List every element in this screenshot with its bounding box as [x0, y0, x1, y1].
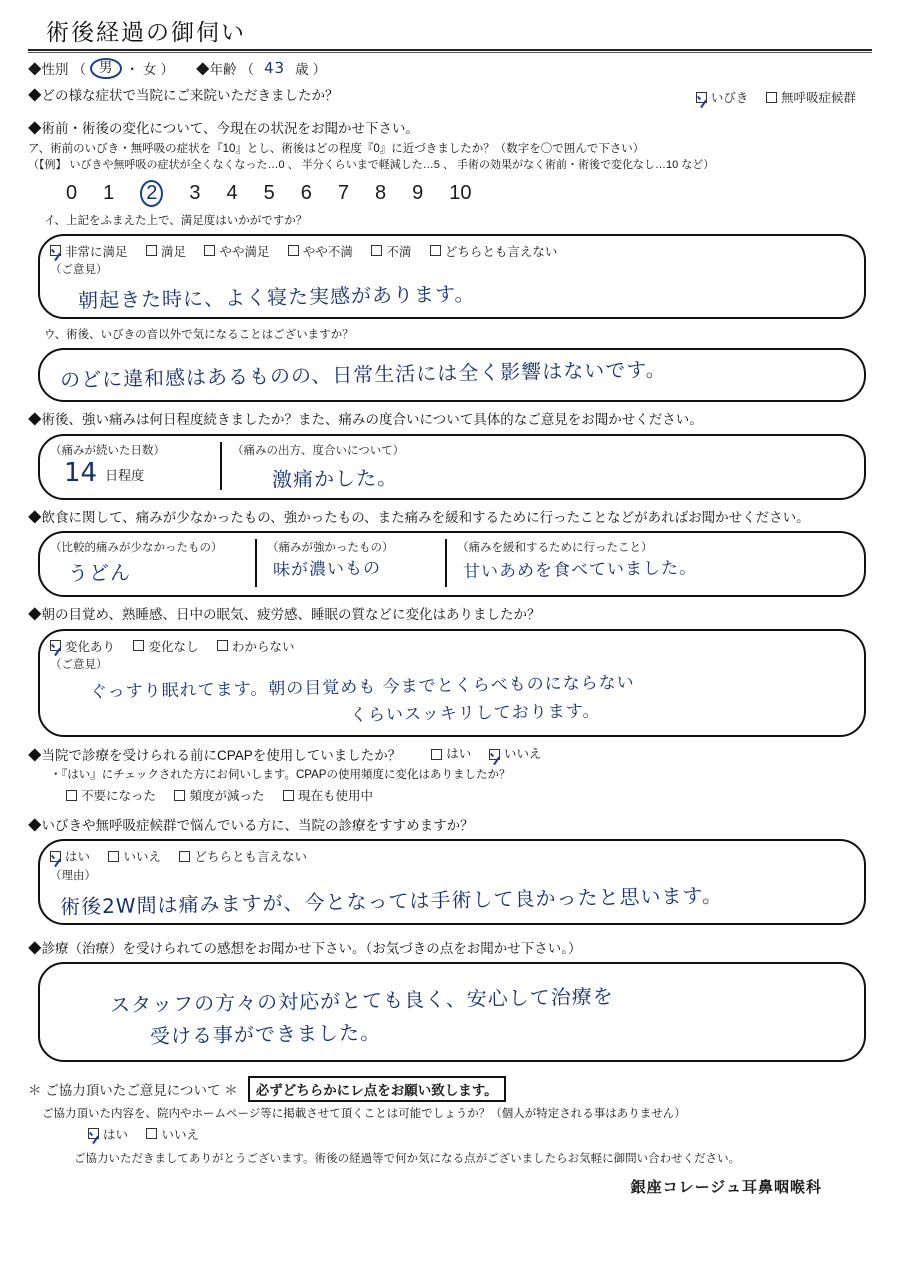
pain-question: ◆術後、強い痛みは何日程度続きましたか？また、痛みの度合いについて具体的なご意見をお聞かせください。: [28, 412, 703, 428]
sleep-comment-line1[interactable]: ぐっすり眠れてます。朝の目覚めも 今までとくらべものにならない: [89, 673, 635, 703]
food-col-3-value[interactable]: 甘いあめを食べていました。: [462, 558, 698, 583]
consent-text: ご協力頂いた内容を、院内やホームページ等に掲載させて頂くことは可能でしょうか？（個人が特定される事はありません）: [42, 1108, 686, 1121]
food-col-2-label: （痛みが強かったもの）: [267, 542, 394, 555]
checkbox-icon[interactable]: [283, 790, 294, 801]
cpap-option-yes[interactable]: [431, 745, 471, 763]
checkbox-icon[interactable]: [146, 245, 157, 256]
cpap-sub-options: [66, 786, 872, 806]
sleep-option-0-label: 変化あり: [65, 639, 116, 654]
scale-8[interactable]: 8: [375, 182, 387, 205]
scale-1[interactable]: 1: [103, 182, 115, 205]
gender-option-female[interactable]: 女: [143, 62, 157, 78]
food-col-1-label: （比較的痛みが少なかったもの）: [50, 542, 223, 555]
pain-degree-label: （痛みの出方、度合いについて）: [232, 444, 405, 457]
consent-heading-row: [28, 1076, 872, 1102]
satisfaction-option-4[interactable]: [371, 242, 411, 260]
satisfaction-comment-value[interactable]: 朝起きた時に、よく寝た実感があります。: [77, 281, 476, 313]
scale-4[interactable]: 4: [226, 182, 238, 205]
satisfaction-comment-label: （ご意見）: [50, 264, 108, 277]
cpap-options: [431, 745, 555, 765]
satisfaction-option-5[interactable]: [430, 242, 558, 260]
visit-option-apnea[interactable]: [766, 88, 856, 106]
cpap-sub-option-0[interactable]: [66, 786, 156, 804]
checkbox-checked-icon[interactable]: [50, 851, 61, 862]
recommend-option-0-label: はい: [65, 850, 91, 865]
checkbox-icon[interactable]: [66, 790, 77, 801]
satisfaction-option-3[interactable]: [288, 242, 353, 260]
consent-option-yes-label: はい: [103, 1127, 129, 1142]
food-col-1-value[interactable]: うどん: [67, 560, 132, 586]
pain-answer-box: [38, 434, 866, 500]
visit-question: ◆どの様な症状で当院にご来院いただきましたか？: [28, 87, 339, 103]
food-answer-box: [38, 531, 866, 597]
age-unit: 歳: [295, 62, 309, 78]
food-col-2: [255, 539, 445, 587]
impression-line-2[interactable]: 受ける事ができました。: [149, 1020, 382, 1049]
sleep-option-0[interactable]: [50, 637, 115, 655]
satisfaction-option-5-label: どちらとも言えない: [444, 244, 558, 259]
food-col-3-label: （痛みを緩和するために行ったこと）: [457, 542, 653, 555]
scale-3[interactable]: 3: [189, 182, 201, 205]
food-col-1: [50, 539, 255, 587]
satisfaction-option-1-label: 満足: [160, 244, 186, 259]
paren-close-2: ）: [312, 62, 327, 78]
gender-separator: ・: [125, 62, 139, 78]
sleep-answer-box: [38, 629, 866, 738]
checkbox-icon[interactable]: [288, 245, 299, 256]
sleep-options: [50, 637, 854, 657]
checkbox-icon[interactable]: [430, 245, 441, 256]
recommend-option-1[interactable]: [108, 847, 161, 865]
sleep-option-2-label: わからない: [231, 639, 295, 654]
checkbox-icon[interactable]: [217, 640, 228, 651]
cpap-row: [28, 745, 872, 765]
pain-days-row: [50, 458, 214, 488]
checkbox-checked-icon[interactable]: [88, 1128, 99, 1139]
checkbox-icon[interactable]: [431, 749, 442, 760]
scale-7[interactable]: 7: [337, 182, 349, 205]
consent-option-no[interactable]: [146, 1125, 199, 1143]
paren-open-2: （: [240, 62, 254, 78]
checkbox-checked-icon[interactable]: [50, 640, 61, 651]
visit-option-apnea-label: 無呼吸症候群: [780, 91, 856, 105]
consent-option-yes[interactable]: [88, 1125, 128, 1143]
age-value[interactable]: 43: [263, 58, 286, 78]
satisfaction-option-0[interactable]: [50, 242, 128, 260]
recommend-question: ◆いびきや無呼吸症候群で悩んでいる方に、当院の診療をすすめますか？: [28, 817, 474, 833]
consent-heading-b: 必ずどちらかにレ点をお願い致します。: [248, 1076, 506, 1102]
scale-2-selected[interactable]: 2: [140, 180, 163, 207]
recommend-reason-label: （理由）: [50, 869, 96, 882]
satisfaction-option-1[interactable]: [146, 242, 186, 260]
cpap-sub-option-1[interactable]: [174, 786, 264, 804]
other-answer-box: [38, 348, 866, 402]
profile-row: [28, 57, 872, 80]
sleep-comment-label: （ご意見）: [50, 659, 108, 672]
food-split: [50, 539, 854, 587]
impression-question: ◆診療（治療）を受けられての感想をお聞かせ下さい。（お気づきの点をお聞かせ下さい。）: [28, 940, 582, 956]
cpap-sub-option-2[interactable]: [283, 786, 373, 804]
checkbox-checked-icon[interactable]: [50, 245, 61, 256]
recommend-option-0[interactable]: [50, 847, 90, 865]
clinic-name: 銀座コレージュ耳鼻咽喉科: [630, 1179, 822, 1197]
food-question: ◆飲食に関して、痛みが少なかったもの、強かったもの、また痛みを緩和するために行ったことなどがあればお聞かせください。: [28, 509, 810, 525]
food-col-2-value[interactable]: 味が濃いもの: [272, 558, 382, 581]
recommend-option-2[interactable]: [179, 847, 307, 865]
change-sub-a: ア、術前のいびき・無呼吸の症状を『10』とし、術後はどの程度『0』に近づきましたか？（数字を〇で囲んで下さい）: [28, 142, 645, 155]
gender-label: ◆性別: [28, 62, 69, 78]
cpap-sub-option-2-label: 現在も使用中: [297, 789, 373, 804]
checkbox-icon[interactable]: [179, 851, 190, 862]
sleep-comment-line2[interactable]: くらいスッキリしております。: [349, 701, 601, 726]
change-example: （【例】 いびきや無呼吸の症状が全くなくなった…0 、 半分くらいまで軽減した…5 、 手術の効果がなく術前・術後で変化なし…10 など）: [28, 159, 715, 172]
satisfaction-options: [50, 242, 854, 262]
cpap-option-no-label: いいえ: [504, 747, 542, 762]
cpap-option-no[interactable]: [489, 745, 542, 763]
recommend-option-1-label: いいえ: [123, 850, 161, 865]
checkbox-icon[interactable]: [146, 1128, 157, 1139]
pain-degree-col: [220, 442, 854, 490]
sleep-option-2[interactable]: [217, 637, 295, 655]
satisfaction-option-2-label: やや満足: [219, 244, 270, 259]
satisfaction-answer-box: [38, 234, 866, 320]
checkbox-icon[interactable]: [108, 851, 119, 862]
scale-9[interactable]: 9: [412, 182, 424, 205]
checkbox-checked-icon[interactable]: [696, 92, 707, 103]
impression-answer-box: [38, 962, 866, 1062]
food-col-3: [445, 539, 854, 587]
satisfaction-option-4-label: 不満: [386, 244, 412, 259]
recommend-answer-box: [38, 839, 866, 925]
age-label: ◆年齢: [196, 62, 237, 78]
severity-scale[interactable]: [66, 180, 872, 207]
sleep-option-1[interactable]: [133, 637, 198, 655]
checkbox-icon[interactable]: [371, 245, 382, 256]
cpap-sub-option-1-label: 頻度が減った: [189, 789, 265, 804]
scale-6[interactable]: 6: [300, 182, 312, 205]
consent-heading-a: ＊ ご協力頂いたご意見について ＊: [28, 1083, 238, 1099]
cpap-question: ◆当院で診療を受けられる前にCPAPを使用していましたか？: [28, 747, 402, 763]
recommend-option-2-label: どちらとも言えない: [194, 850, 307, 865]
consent-option-no-label: いいえ: [161, 1127, 199, 1142]
sleep-option-1-label: 変化なし: [148, 639, 199, 654]
impression-line-1[interactable]: スタッフの方々の対応がとても良く、安心して治療を: [109, 984, 614, 1018]
scale-5[interactable]: 5: [263, 182, 275, 205]
thanks-text: ご協力いただきましてありがとうございます。術後の経過等で何か気になる点がございましたらお気軽に御問い合わせください。: [74, 1153, 741, 1166]
recommend-options: [50, 847, 854, 867]
satisfaction-question: イ、上記をふまえた上で、満足度はいかがですか？: [44, 215, 308, 228]
satisfaction-option-2[interactable]: [204, 242, 269, 260]
checkbox-icon[interactable]: [204, 245, 215, 256]
pain-days-value[interactable]: 14: [64, 457, 98, 488]
cpap-subnote: ・『はい』にチェックされた方にお伺いします。CPAPの使用頻度に変化はありましたか？: [50, 769, 511, 782]
scale-0[interactable]: 0: [66, 182, 78, 205]
recommend-reason-value[interactable]: 術後2W間は痛みますが、今となっては手術して良かったと思います。: [59, 882, 724, 919]
other-question: ウ、術後、いびきの音以外で気になることはございますか？: [44, 329, 354, 342]
cpap-option-yes-label: はい: [446, 747, 472, 762]
pain-days-col: [50, 442, 220, 490]
pain-split: [50, 442, 854, 490]
consent-options: [88, 1125, 872, 1145]
pain-degree-value[interactable]: 激痛かした。: [271, 465, 399, 492]
other-answer-value[interactable]: のどに違和感はあるものの、日常生活には全く影響はないです。: [59, 357, 667, 392]
title-divider: [28, 49, 872, 51]
visit-options: [696, 88, 870, 106]
visit-option-snore-label: いびき: [710, 91, 749, 105]
checkbox-icon[interactable]: [174, 790, 185, 801]
scale-10[interactable]: 10: [449, 182, 472, 205]
sleep-question: ◆朝の目覚め、熟睡感、日中の眠気、疲労感、睡眠の質などに変化はありましたか？: [28, 607, 541, 623]
satisfaction-option-3-label: やや不満: [302, 244, 353, 259]
visit-option-snore[interactable]: [696, 88, 749, 106]
gender-option-male[interactable]: 男: [90, 58, 122, 79]
pain-days-unit: 日程度: [105, 467, 145, 483]
paren-close: ）: [160, 62, 174, 78]
paren-open: （: [72, 62, 86, 78]
cpap-sub-option-0-label: 不要になった: [81, 789, 157, 804]
checkbox-icon[interactable]: [766, 92, 777, 103]
checkbox-checked-icon[interactable]: [489, 749, 500, 760]
checkbox-icon[interactable]: [133, 640, 144, 651]
change-heading: ◆術前・術後の変化について、今現在の状況をお聞かせ下さい。: [28, 121, 419, 137]
pain-days-label: （痛みが続いた日数）: [50, 444, 165, 457]
satisfaction-option-0-label: 非常に満足: [65, 244, 128, 259]
page-title: 術後経過の御伺い: [46, 19, 246, 45]
